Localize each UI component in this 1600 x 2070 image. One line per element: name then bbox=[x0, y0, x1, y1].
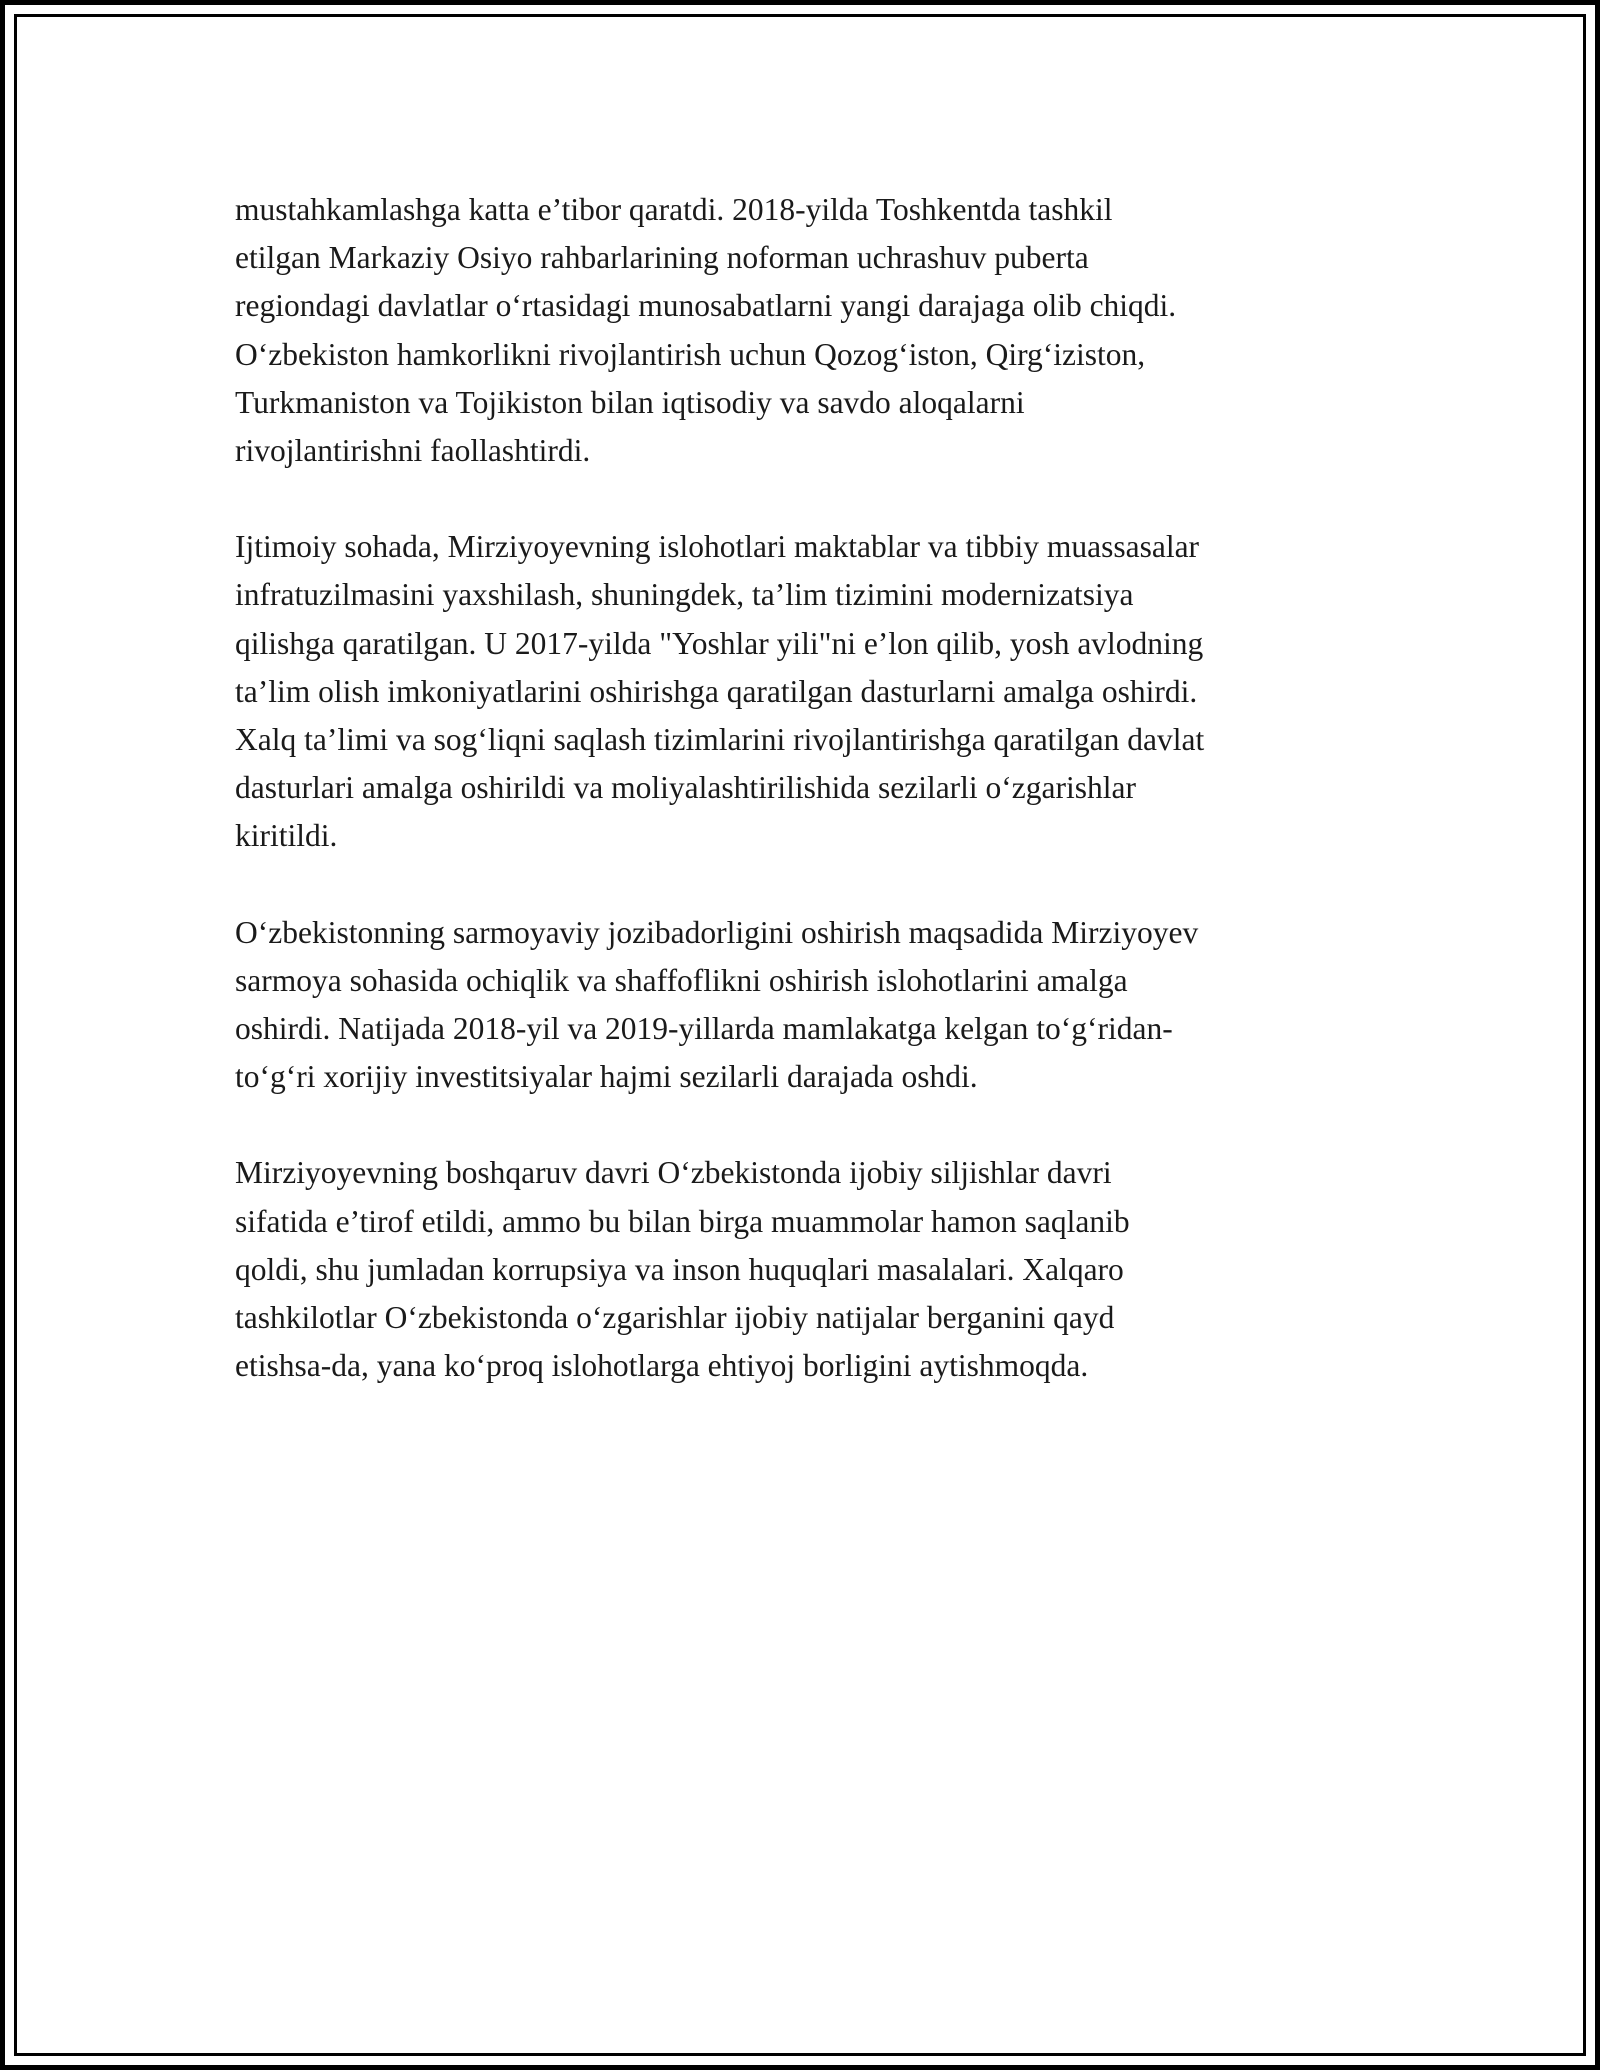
paragraph-social-reforms bbox=[235, 523, 1415, 860]
document-body bbox=[235, 186, 1415, 1438]
text-line: rivojlantirishni faollashtirdi. bbox=[235, 433, 591, 469]
text-line: sifatida e’tirof etildi, ammo bu bilan birga muammolar hamon saqlanib bbox=[235, 1203, 1130, 1239]
text-line: etishsa-da, yana ko‘proq islohotlarga ehtiyoj borligini aytishmoqda. bbox=[235, 1348, 1089, 1384]
text-line: infratuzilmasini yaxshilash, shuningdek, ta’lim tizimini modernizatsiya bbox=[235, 577, 1134, 613]
text-line: qoldi, shu jumladan korrupsiya va inson huquqlari masalalari. Xalqaro bbox=[235, 1251, 1124, 1287]
text-line: etilgan Markaziy Osiyo rahbarlarining noforman uchrashuv puberta bbox=[235, 240, 1089, 276]
text-line: qilishga qaratilgan. U 2017-yilda "Yoshlar yili"ni e’lon qilib, yosh avlodning bbox=[235, 625, 1204, 661]
paragraph-regional-cooperation bbox=[235, 186, 1415, 475]
text-line: tashkilotlar O‘zbekistonda o‘zgarishlar ijobiy natijalar berganini qayd bbox=[235, 1300, 1115, 1336]
text-line: Ijtimoiy sohada, Mirziyoyevning islohotlari maktablar va tibbiy muassasalar bbox=[235, 529, 1200, 565]
text-line: O‘zbekistonning sarmoyaviy jozibadorligini oshirish maqsadida Mirziyoyev bbox=[235, 914, 1199, 950]
paragraph-investment bbox=[235, 909, 1415, 1102]
text-line: dasturlari amalga oshirildi va moliyalashtirilishida sezilarli o‘zgarishlar bbox=[235, 770, 1136, 806]
text-line: regiondagi davlatlar o‘rtasidagi munosabatlarni yangi darajaga olib chiqdi. bbox=[235, 288, 1177, 324]
text-line: oshirdi. Natijada 2018-yil va 2019-yillarda mamlakatga kelgan to‘g‘ridan- bbox=[235, 1011, 1173, 1047]
text-line: ta’lim olish imkoniyatlarini oshirishga qaratilgan dasturlarni amalga oshirdi. bbox=[235, 673, 1198, 709]
text-line: kiritildi. bbox=[235, 818, 338, 854]
text-line: Xalq ta’limi va sog‘liqni saqlash tizimlarini rivojlantirishga qaratilgan davlat bbox=[235, 722, 1205, 758]
paragraph-assessment bbox=[235, 1149, 1415, 1390]
text-line: O‘zbekiston hamkorlikni rivojlantirish uchun Qozog‘iston, Qirg‘iziston, bbox=[235, 336, 1146, 372]
text-line: mustahkamlashga katta e’tibor qaratdi. 2018-yilda Toshkentda tashkil bbox=[235, 192, 1113, 227]
text-line: Mirziyoyevning boshqaruv davri O‘zbekistonda ijobiy siljishlar davri bbox=[235, 1155, 1112, 1191]
text-line: to‘g‘ri xorijiy investitsiyalar hajmi sezilarli darajada oshdi. bbox=[235, 1059, 978, 1095]
text-line: sarmoya sohasida ochiqlik va shaffoflikni oshirish islohotlarini amalga bbox=[235, 962, 1128, 998]
text-line: Turkmaniston va Tojikiston bilan iqtisodiy va savdo aloqalarni bbox=[235, 384, 1025, 420]
